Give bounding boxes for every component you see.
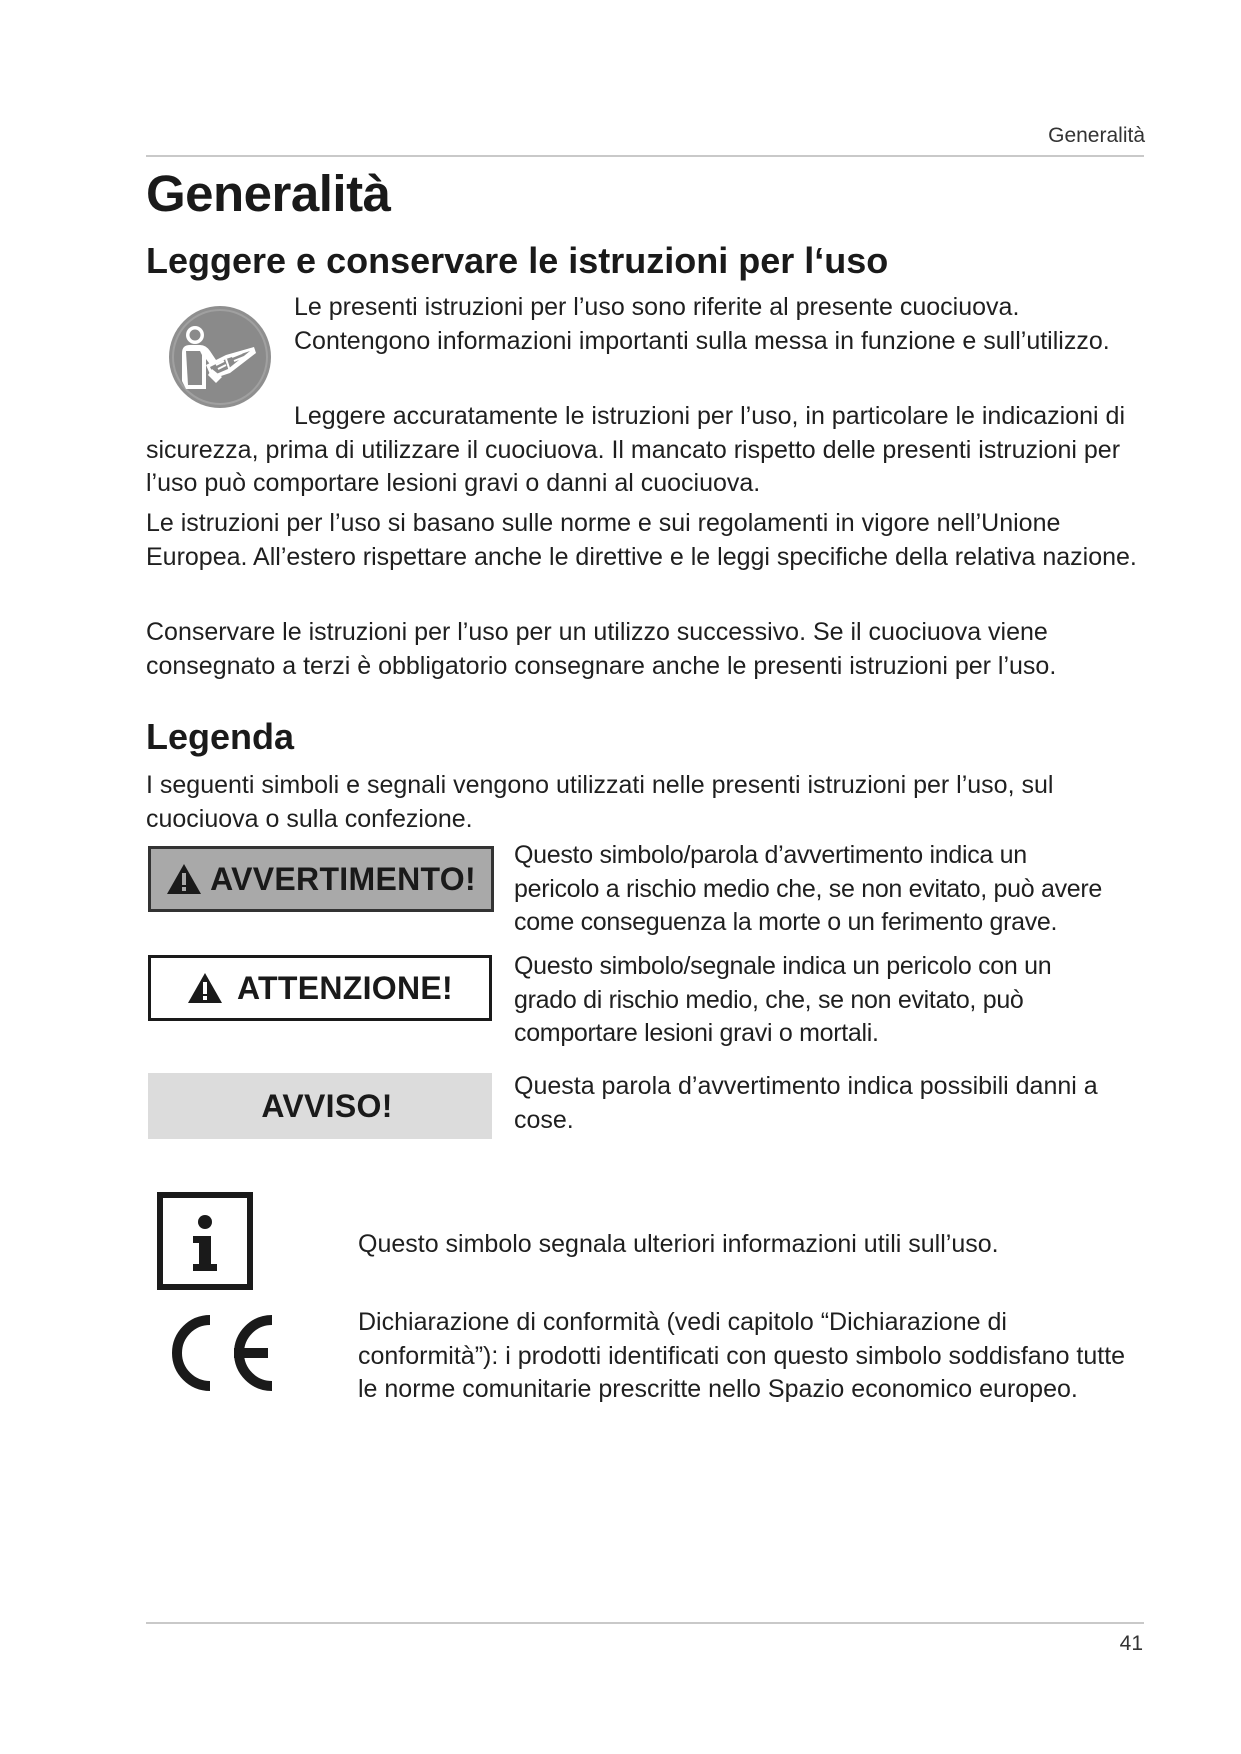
- signal-label-notice: AVVISO!: [261, 1087, 393, 1124]
- signal-box-caution: [148, 955, 492, 1021]
- paragraph-intro: Le presenti istruzioni per l’uso sono riferite al presente cuociuova. Contengono informazioni importanti sulla messa in funzione e sull’utilizzo.: [294, 293, 1110, 355]
- symbol-desc-ce: Dichiarazione di conformità (vedi capitolo “Dichiarazione di conformità”): i prodotti identificati con questo simbolo soddisfano tutte le norme comunitarie prescritte nello Spazio economico europeo.: [358, 1308, 1126, 1403]
- symbol-desc-info: Questo simbolo segnala ulteriori informazioni utili sull’uso.: [358, 1230, 999, 1258]
- running-header: Generalità: [1048, 124, 1145, 147]
- signal-label-caution: ATTENZIONE!: [236, 969, 454, 1006]
- page-title: Generalità: [146, 165, 391, 222]
- paragraph-read-carefully: Leggere accuratamente le istruzioni per l’uso, in particolare le indicazioni di sicurezza, prima di utilizzare il cuociuova. Il mancato rispetto delle presenti istruzioni per l’uso può comportare lesioni gravi o danni al cuociuova.: [146, 402, 1126, 497]
- warning-triangle-icon: [187, 972, 223, 1004]
- signal-label-warning: AVVERTIMENTO!: [210, 860, 476, 897]
- section-heading-legend: Legenda: [146, 716, 295, 757]
- paragraph-eu-norms: Le istruzioni per l’uso si basano sulle norme e sui regolamenti in vigore nell’Unione Europea. All’estero rispettare anche le direttive e le leggi specifiche della relativa nazione.: [146, 509, 1137, 571]
- read-manual-icon: [168, 305, 272, 409]
- paragraph-keep-instructions: Conservare le istruzioni per l’uso per un utilizzo successivo. Se il cuociuova viene consegnato a terzi è obbligatorio consegnare anche le presenti istruzioni per l’uso.: [146, 618, 1057, 680]
- footer-divider: [146, 1622, 1144, 1624]
- page-number: 41: [1119, 1632, 1143, 1655]
- signal-desc-warning: Questo simbolo/parola d’avvertimento indica un pericolo a rischio medio che, se non evitato, può avere come conseguenza la morte o un ferimento grave.: [514, 841, 1103, 936]
- signal-desc-caution: Questo simbolo/segnale indica un pericolo con un grado di rischio medio, che, se non evitato, può comportare lesioni gravi o mortali.: [514, 952, 1052, 1047]
- header-divider: [146, 155, 1144, 157]
- legend-intro: I seguenti simboli e segnali vengono utilizzati nelle presenti istruzioni per l’uso, sul cuociuova o sulla confezione.: [146, 771, 1054, 833]
- signal-box-notice: [148, 1073, 492, 1139]
- signal-desc-notice: Questa parola d’avvertimento indica possibili danni a cose.: [514, 1072, 1098, 1134]
- section-heading-read: Leggere e conservare le istruzioni per l‘uso: [146, 240, 889, 281]
- signal-box-warning: [148, 846, 494, 912]
- info-icon: [157, 1192, 253, 1290]
- warning-triangle-icon: [166, 863, 202, 895]
- ce-mark-icon: [158, 1310, 278, 1396]
